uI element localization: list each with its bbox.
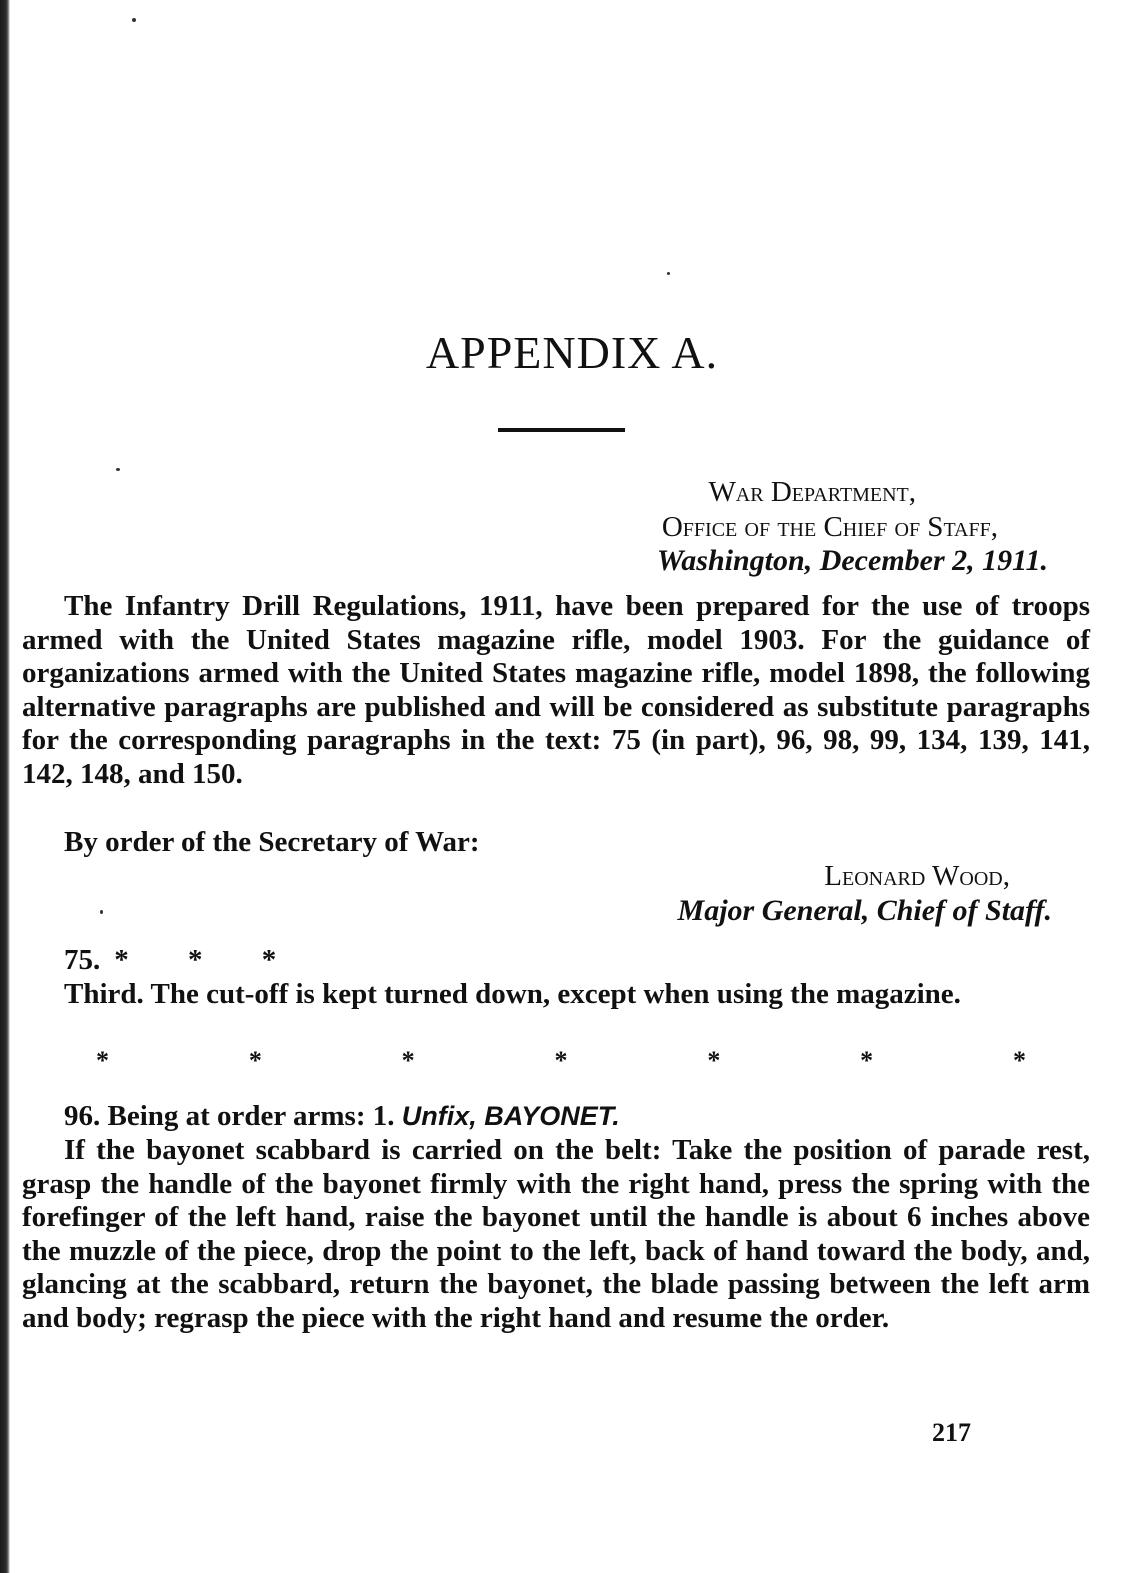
omission-star: * [248, 1046, 262, 1075]
print-speck [132, 18, 136, 22]
print-speck [116, 468, 120, 471]
page-spine-edge [0, 0, 10, 1573]
section-96-command: Unfix, BAYONET. [401, 1101, 620, 1131]
print-speck [100, 910, 103, 914]
omission-star: * [96, 1046, 109, 1075]
omission-star: * [707, 1046, 721, 1075]
header-office-chief-of-staff: Office of the Chief of Staff, [661, 511, 998, 543]
omission-star: * [401, 1046, 415, 1075]
section-75-number: 75. [64, 944, 101, 976]
section-96-heading [64, 1100, 620, 1133]
appendix-title: APPENDIX A. [425, 327, 719, 378]
header-war-department: War Department, [708, 476, 916, 508]
section-75-text: Third. The cut-off is kept turned down, except when using the magazine. [64, 978, 961, 1010]
section-96-lead: Being at order arms: 1. [107, 1100, 395, 1132]
intro-paragraph: The Infantry Drill Regulations, 1911, have been prepared for the use of troops armed with the United States magazine rifle, model 1903. For the guidance of organizations armed with the United States magazine rifle, model 1898, the following alternative paragraphs are published and will be considered as substitute paragraphs for the corresponding paragraphs in the text: 75 (in part), 96, 98, 99, 134, 139, 141, 142, 148, and 150. [22, 590, 1090, 790]
section-75-stars: * * * [114, 944, 303, 976]
section-96-number: 96. [64, 1100, 101, 1132]
page-number: 217 [932, 1418, 971, 1447]
by-order-line: By order of the Secretary of War: [64, 826, 480, 858]
signature-name: Leonard Wood, [824, 860, 1010, 892]
title-divider-rule [498, 428, 625, 432]
section-75-heading [64, 944, 302, 977]
header-place-date: Washington, December 2, 1911. [656, 544, 1048, 577]
omission-star: * [1012, 1046, 1026, 1075]
omission-star: * [860, 1046, 874, 1075]
section-96-text: If the bayonet scabbard is carried on the belt: Take the position of parade rest, grasp the handle of the bayonet firmly with the right hand, press the spring with the forefinger of the left hand, raise the bayonet until the handle is about 6 inches above the muzzle of the piece, drop the point to the left, back of hand toward the body, and, glancing at the scabbard, return the bayonet, the blade passing between the left arm and body; regrasp the piece with the right hand and resume the order. [22, 1134, 1090, 1334]
signature-title: Major General, Chief of Staff. [677, 894, 1052, 927]
omission-star: * [554, 1046, 568, 1075]
omission-star-row [96, 1046, 1026, 1076]
print-speck [667, 272, 670, 275]
